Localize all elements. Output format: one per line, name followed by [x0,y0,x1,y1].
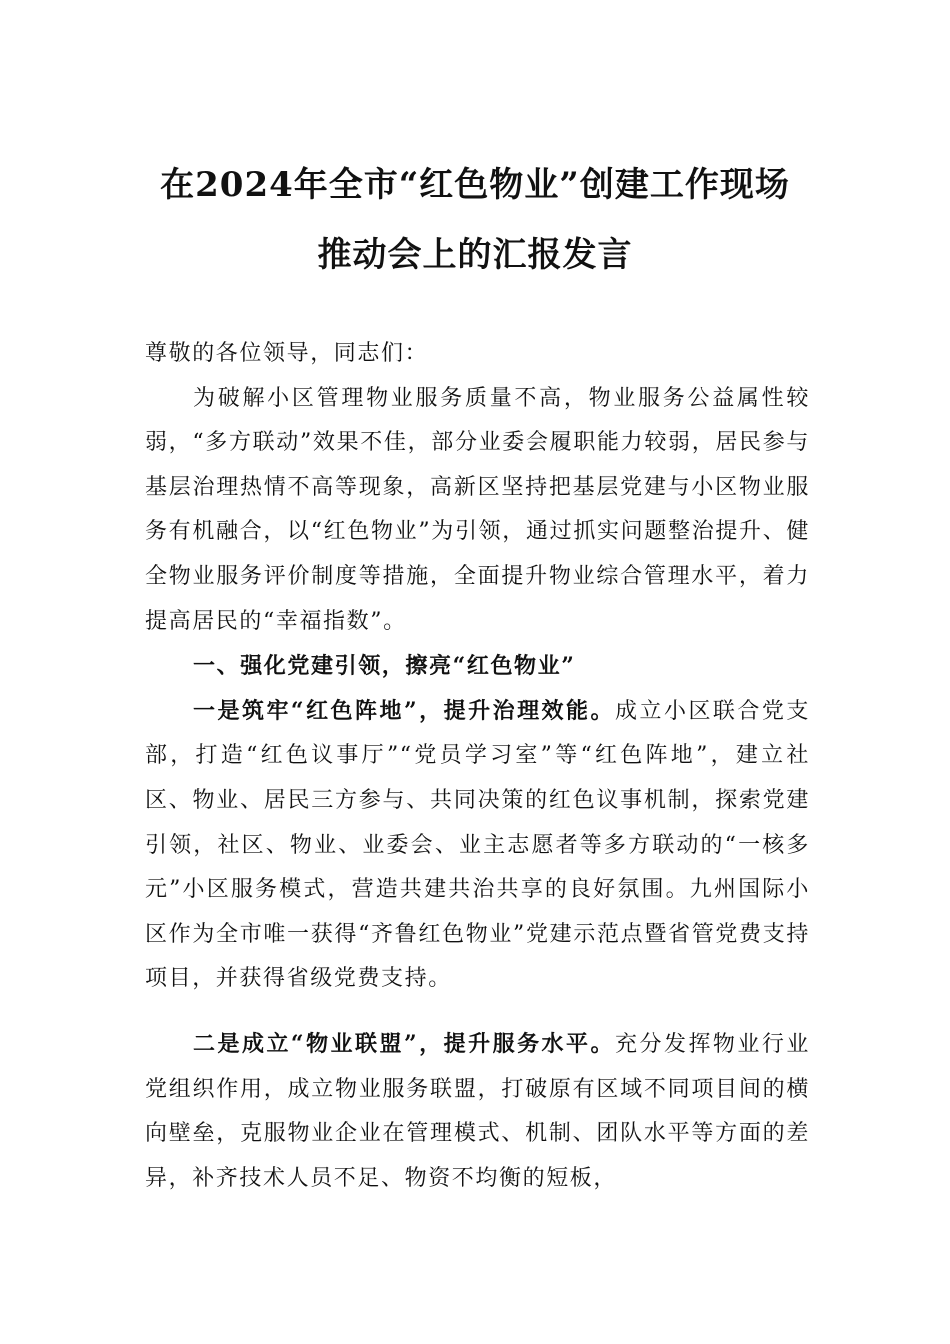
paragraph-1 [145,689,810,1002]
section-heading-1: 一、强化党建引领，擦亮“红色物业” [193,653,576,680]
paragraph-2 [145,1022,810,1201]
paragraph-2-body: 充分发挥物业行业党组织作用，成立物业服务联盟，打破原有区域不同项目间的横向壁垒，克服物业企业在管理模式、机制、团队水平等方面的差异，补齐技术人员不足、物资不均衡的短板， [145,1031,810,1191]
paragraph-1-lead: 一是筑牢“红色阵地”，提升治理效能。 [193,697,615,724]
document-title-line-1: 在2024年全市“红色物业”创建工作现场 [160,165,790,205]
intro-paragraph: 为破解小区管理物业服务质量不高，物业服务公益属性较弱，“多方联动”效果不佳，部分业委会履职能力较弱，居民参与基层治理热情不高等现象，高新区坚持把基层党建与小区物业服务有机融合，以“红色物业”为引领，通过抓实问题整治提升、健全物业服务评价制度等措施，全面提升物业综合管理水平，着力提高居民的“幸福指数”。 [145,385,810,634]
paragraph-2-lead: 二是成立“物业联盟”，提升服务水平。 [193,1030,615,1057]
document-body [145,332,810,1201]
salutation: 尊敬的各位领导，同志们： [145,341,429,366]
document-title-line-2: 推动会上的汇报发言 [317,235,633,275]
paragraph-1-body: 成立小区联合党支部，打造“红色议事厅”“党员学习室”等“红色阵地”，建立社区、物业、居民三方参与、共同决策的红色议事机制，探索党建引领，社区、物业、业委会、业主志愿者等多方联动的“一核多元”小区服务模式，营造共建共治共享的良好氛围。九州国际小区作为全市唯一获得“齐鲁红色物业”党建示范点暨省管党费支持项目，并获得省级党费支持。 [145,698,810,992]
